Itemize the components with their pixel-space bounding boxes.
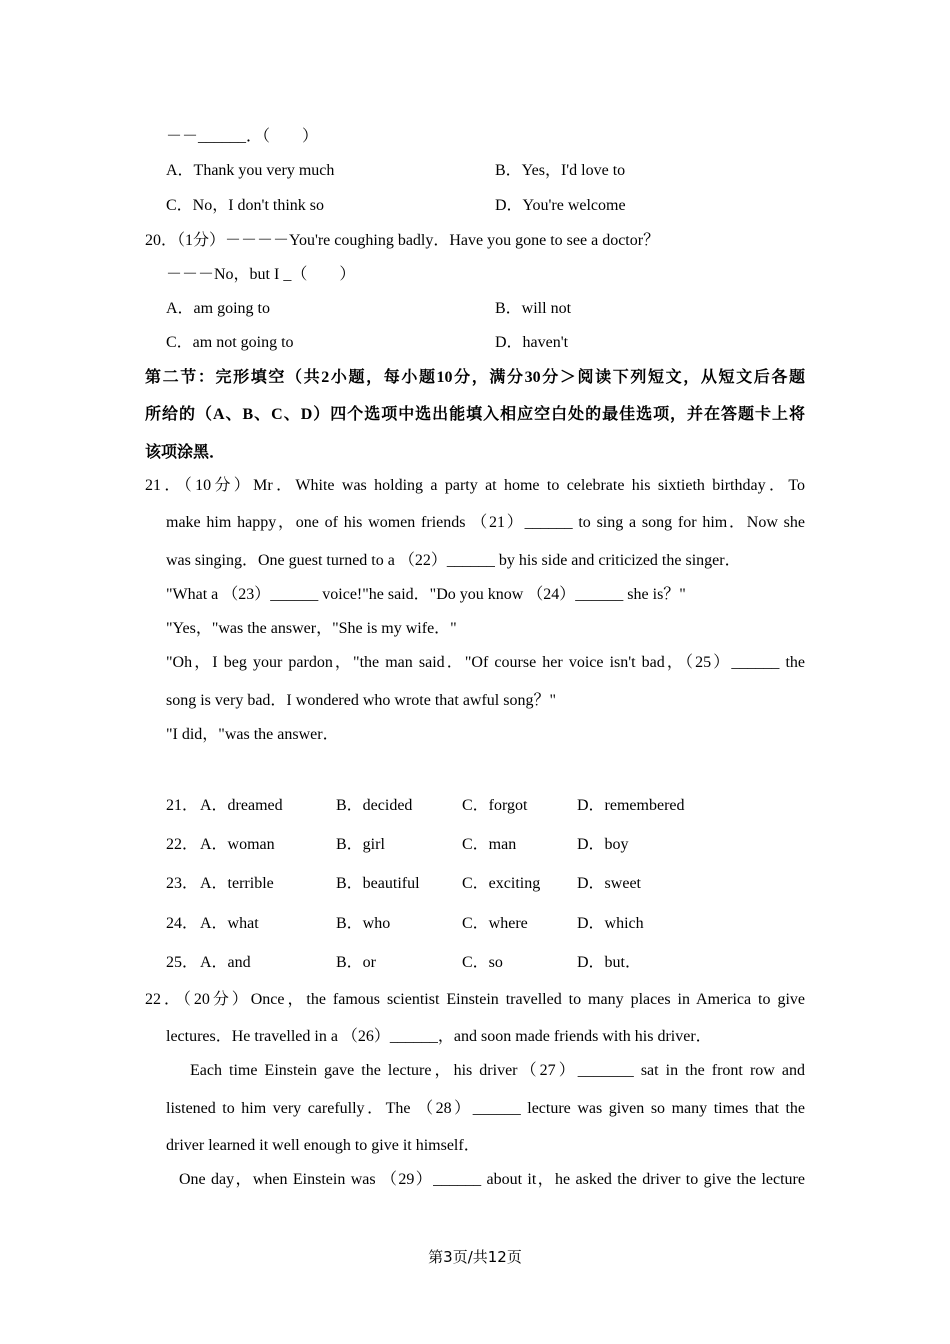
- choice-num: 25．: [166, 954, 199, 971]
- choice-c: C．forgot: [462, 797, 528, 814]
- q22-line6: One day，when Einstein was （29）______ about it，he asked the driver to give the lecture: [179, 1171, 805, 1188]
- section2-heading-line3: 该项涂黑．: [145, 444, 226, 461]
- q21-line5: "Yes，"was the answer，"She is my wife．": [166, 620, 457, 637]
- choice-b: B．beautiful: [336, 875, 420, 892]
- choice-c: C．where: [462, 915, 528, 932]
- page-number-footer: 第3页/共12页: [428, 1248, 522, 1266]
- q21-line4: "What a （23）______ voice!"he said．"Do you know （24）______ she is？": [166, 586, 686, 603]
- choice-d: D．which: [577, 915, 644, 932]
- choice-b: B．decided: [336, 797, 413, 814]
- choice-a: A．and: [200, 954, 251, 971]
- q22-line3: Each time Einstein gave the lecture，his driver（27）_______ sat in the front row and: [190, 1062, 805, 1079]
- q22-line4: listened to him very carefully．The （28）______ lecture was given so many times that the: [166, 1100, 805, 1117]
- choice-b: B．who: [336, 915, 391, 932]
- section2-heading-line1: 第二节：完形填空（共2小题，每小题10分，满分30分＞阅读下列短文，从短文后各题: [145, 369, 805, 386]
- choice-c: C．man: [462, 836, 517, 853]
- choice-a: A．terrible: [200, 875, 274, 892]
- q20-option-a: A．am going to: [166, 300, 270, 317]
- choice-num: 24．: [166, 915, 199, 932]
- choice-c: C．exciting: [462, 875, 541, 892]
- q19-option-a: A．Thank you very much: [166, 162, 335, 179]
- choice-d: D．sweet: [577, 875, 641, 892]
- q21-line1: 21．（10分）Mr．White was holding a party at home to celebrate his sixtieth birthday．To: [145, 477, 805, 494]
- q20-response: －－－No，but I _（ ）: [166, 266, 356, 283]
- choice-a: A．woman: [200, 836, 275, 853]
- q19-option-d: D．You're welcome: [495, 197, 626, 214]
- choice-d: D．boy: [577, 836, 629, 853]
- q22-line2: lectures．He travelled in a （26）______，and soon made friends with his driver．: [166, 1028, 712, 1045]
- choice-d: D．remembered: [577, 797, 685, 814]
- choice-num: 23．: [166, 875, 199, 892]
- q21-line2: make him happy，one of his women friends （21）______ to sing a song for him．Now she: [166, 514, 805, 531]
- choice-b: B．or: [336, 954, 377, 971]
- q21-line7: song is very bad．I wondered who wrote that awful song？": [166, 692, 557, 709]
- q21-line6: "Oh，I beg your pardon，"the man said．"Of course her voice isn't bad，（25）______ the: [166, 654, 805, 671]
- q20-stem: 20．（1分）－－－－You're coughing badly．Have you gone to see a doctor？: [145, 232, 660, 249]
- choice-b: B．girl: [336, 836, 385, 853]
- q20-option-b: B．will not: [495, 300, 572, 317]
- q21-line8: "I did，"was the answer．: [166, 726, 339, 743]
- q20-option-d: D．haven't: [495, 334, 569, 351]
- choice-a: A．dreamed: [200, 797, 283, 814]
- choice-a: A．what: [200, 915, 259, 932]
- choice-num: 22．: [166, 836, 199, 853]
- q19-option-c: C．No，I don't think so: [166, 197, 325, 214]
- section2-heading-line2: 所给的（A、B、C、D）四个选项中选出能填入相应空白处的最佳选项，并在答题卡上将: [145, 406, 805, 423]
- q22-line1: 22．（20分）Once，the famous scientist Einstein travelled to many places in America to give: [145, 991, 805, 1008]
- choice-num: 21．: [166, 797, 199, 814]
- choice-d: D．but．: [577, 954, 642, 971]
- q22-line5: driver learned it well enough to give it himself．: [166, 1137, 480, 1154]
- q19-option-b: B．Yes，I'd love to: [495, 162, 626, 179]
- q20-option-c: C．am not going to: [166, 334, 294, 351]
- choice-c: C．so: [462, 954, 503, 971]
- q21-line3: was singing．One guest turned to a （22）______ by his side and criticized the singer．: [166, 552, 741, 569]
- q19-stem-tail: －－______．（ ）: [166, 128, 319, 145]
